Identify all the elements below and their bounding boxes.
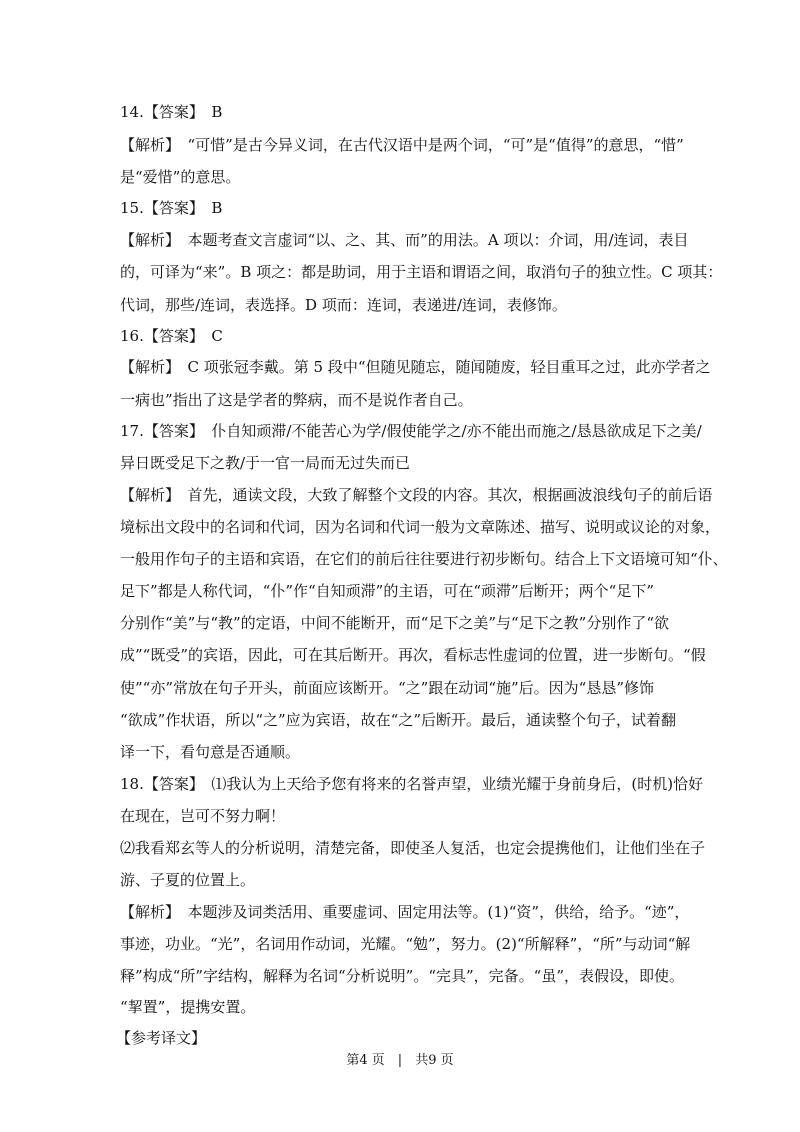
text-line: “挈置”，提携安置。 [120, 998, 256, 1016]
text-line: 分别作“美”与“教”的定语，中间不能断开，而“足下之美”与“足下之教”分别作了“欲 [120, 614, 670, 632]
text-line: 17.【答案】 仆自知顽滞/不能苦心为学/假使能学之/亦不能出而施之/恳恳欲成足下之美/ [120, 422, 702, 440]
text-line: 境标出文段中的名词和代词，因为名词和代词一般为文章陈述、描写、说明或议论的对象， [120, 518, 721, 536]
text-line: 【参考译文】 [116, 1029, 207, 1047]
text-line: 一病也”指出了这是学者的弊病，而不是说作者自己。 [120, 391, 473, 409]
text-line: 在现在，岂可不努力啊！ [120, 807, 286, 825]
page-footer: 第4 页 | 共9 页 [346, 1053, 454, 1068]
text-line: “欲成”作状语，所以“之”应为宾语，故在“之”后断开。最后，通读整个句子，试着翻 [120, 711, 677, 729]
text-line: 18.【答案】 ⑴我认为上天给予您有将来的名誉声望，业绩光耀于身前身后，(时机)恰好 [120, 775, 704, 793]
text-line: 异日既受足下之教/于一官一局而无过失而已 [120, 454, 411, 472]
text-line: 【解析】 本题涉及词类活用、重要虚词、固定用法等。(1)“资”，供给，给予。“迹”， [120, 903, 690, 921]
text-line: 16.【答案】 C [120, 327, 223, 345]
text-line: 【解析】 C 项张冠李戴。第 5 段中“但随见随忘，随闻随废，轻目重耳之过，此亦学者之 [120, 358, 711, 376]
text-line: 是“爱惜”的意思。 [120, 168, 241, 186]
text-line: 的，可译为“来”。B 项之：都是助词，用于主语和谓语之间，取消句子的独立性。C 项其： [120, 263, 723, 281]
text-line: 代词，那些/连词，表选择。D 项而：连词，表递进/连词，表修饰。 [120, 296, 567, 314]
text-line: 【解析】 本题考查文言虚词“以、之、其、而”的用法。A 项以：介词，用/连词，表目 [120, 231, 689, 249]
text-line: 【解析】 “可惜”是古今异义词，在古代汉语中是两个词，“可”是“值得”的意思，“惜” [120, 136, 684, 154]
text-line: 译一下，看句意是否通顺。 [120, 743, 301, 761]
text-line: 使”“亦”常放在句子开头，前面应该断开。“之”跟在动词“施”后。因为“恳恳”修饰 [120, 679, 655, 697]
text-line: 一般用作句子的主语和宾语，在它们的前后往往要进行初步断句。结合上下文语境可知“仆、 [120, 550, 728, 568]
text-line: 15.【答案】 B [120, 199, 223, 217]
text-line: 成”“既受”的宾语，因此，可在其后断开。再次，看标志性虚词的位置，进一步断句。“假 [120, 646, 706, 664]
text-line: 【解析】 首先，通读文段，大致了解整个文段的内容。其次，根据画波浪线句子的前后语 [120, 486, 713, 504]
text-line: 14.【答案】 B [120, 103, 223, 121]
text-line: 游、子夏的位置上。 [120, 871, 256, 889]
text-line: 事迹，功业。“光”，名词用作动词，光耀。“勉”，努力。(2)“所解释”，“所”与动词“解 [120, 935, 691, 953]
text-line: 释”构成“所”字结构，解释为名词“分析说明”。“完具”，完备。“虽”，表假设，即使。 [120, 967, 685, 985]
text-line: ⑵我看郑玄等人的分析说明，清楚完备，即使圣人复活，也定会提携他们，让他们坐在子 [120, 839, 706, 857]
text-line: 足下”都是人称代词，“仆”作“自知顽滞”的主语，可在“顽滞”后断开；两个“足下” [120, 582, 655, 600]
